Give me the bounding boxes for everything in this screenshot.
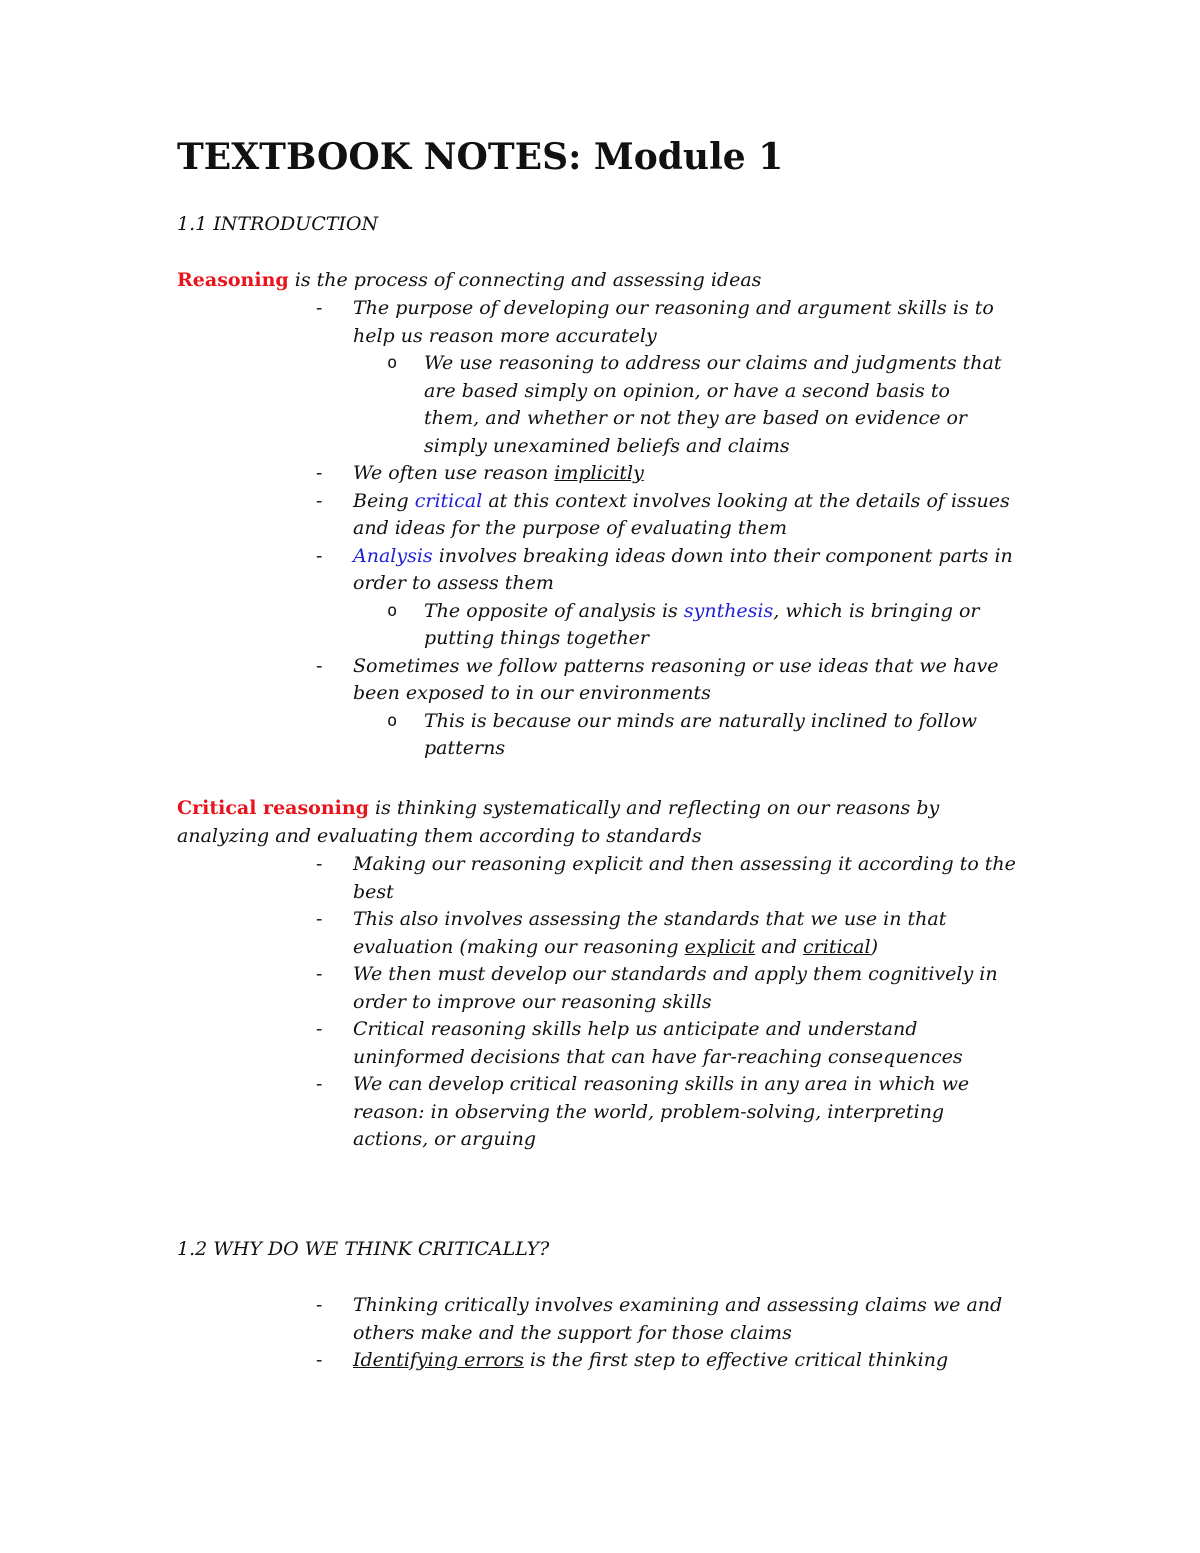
bullet-text: , which is bringing or putting things together	[424, 599, 980, 649]
bullet-text: We often use reason	[353, 462, 555, 484]
dash-marker: -	[316, 544, 323, 567]
bullet-text: Sometimes we follow patterns reasoning or use ideas that we have been exposed to in our environments	[353, 654, 999, 704]
dash-marker: -	[316, 654, 323, 677]
dash-marker: -	[316, 908, 323, 930]
term-critical-reasoning: Critical reasoning	[177, 797, 369, 819]
dash-marker: -	[316, 297, 323, 319]
dash-marker: -	[316, 853, 323, 875]
underlined-term: implicitly	[554, 462, 644, 484]
underlined-term: critical	[803, 935, 871, 958]
list-item	[0, 488, 1018, 543]
dash-marker: -	[316, 963, 323, 985]
sub-list	[353, 708, 1018, 763]
dash-marker: -	[316, 1349, 323, 1371]
term-synthesis: synthesis	[683, 599, 774, 622]
bullet-text: We can develop critical reasoning skills in any area in which we reason: in observing the world, problem-solving, interpreting actions, or arguing	[353, 1073, 970, 1150]
sub-list	[353, 598, 1018, 653]
term-reasoning: Reasoning	[177, 269, 289, 291]
list-item	[0, 906, 1018, 961]
bullet-text: This is because our minds are naturally inclined to follow patterns	[424, 709, 978, 759]
list-item	[0, 598, 1004, 653]
bullet-text: )	[870, 935, 878, 958]
dash-marker: -	[316, 1073, 323, 1095]
list-item	[0, 460, 1018, 488]
list-item	[0, 1016, 1018, 1071]
dash-marker: -	[316, 462, 323, 484]
bullet-text: is the first step to effective critical thinking	[523, 1349, 949, 1371]
bullet-text: This also involves assessing the standards that we use in that evaluation (making our reasoning	[353, 908, 947, 958]
bullet-text: Thinking critically involves examining and assessing claims we and others make and the support for those claims	[353, 1294, 1003, 1344]
bullet-marker: o	[387, 353, 398, 373]
bullet-text: and	[755, 935, 804, 958]
page-title: TEXTBOOK NOTES: Module 1	[177, 136, 784, 178]
bullet-text: The purpose of developing our reasoning and argument skills is to help us reason more accurately	[353, 297, 994, 347]
bullet-text: Being	[353, 489, 415, 512]
reasoning-bullets	[0, 295, 1050, 763]
sub-list	[353, 350, 1018, 460]
list-item	[0, 350, 1004, 460]
list-item	[0, 1071, 1018, 1154]
bullet-text: The opposite of analysis is	[424, 599, 684, 622]
dash-marker: -	[316, 489, 323, 512]
bullet-marker: o	[387, 600, 398, 621]
reasoning-definition	[177, 267, 1037, 295]
dash-marker: -	[316, 1018, 323, 1040]
term-analysis: Analysis	[353, 544, 433, 567]
list-item	[0, 653, 1018, 763]
bullet-text: We use reasoning to address our claims and judgments that are based simply on opinion, or have a second basis to them, and whether or not they are based on evidence or simply unexamined beliefs and claims	[424, 352, 1002, 457]
critical-reasoning-bullets	[0, 851, 1050, 1154]
section-heading-1-1: 1.1 INTRODUCTION	[177, 213, 379, 235]
reasoning-def-text: is the process of connecting and assessing ideas	[288, 269, 762, 291]
bullet-text: at this context involves looking at the details of issues and ideas for the purpose of evaluating them	[353, 489, 1010, 539]
list-item	[0, 961, 1018, 1016]
list-item	[0, 295, 1018, 460]
list-item	[0, 851, 1018, 906]
bullet-text: Making our reasoning explicit and then assessing it according to the best	[353, 853, 1016, 903]
critical-reasoning-definition	[177, 795, 1037, 850]
bullet-marker: o	[387, 710, 398, 731]
section-heading-1-2: 1.2 WHY DO WE THINK CRITICALLY?	[177, 1238, 550, 1260]
critical-def-text: is thinking systematically and reflecting on our reasons by analyzing and evaluating them according to standards	[177, 797, 940, 847]
term-critical: critical	[414, 489, 483, 512]
list-item	[0, 1292, 1018, 1347]
bullet-text: Critical reasoning skills help us anticipate and understand uninformed decisions that can have far-reaching consequences	[353, 1018, 963, 1068]
list-item	[0, 708, 1004, 763]
underlined-term: Identifying errors	[353, 1349, 524, 1371]
why-bullets	[0, 1292, 1050, 1375]
underlined-term: explicit	[684, 935, 756, 958]
list-item	[0, 1347, 1018, 1375]
list-item	[0, 543, 1018, 653]
dash-marker: -	[316, 1294, 323, 1316]
bullet-text: We then must develop our standards and apply them cognitively in order to improve our reasoning skills	[353, 963, 998, 1013]
bullet-text: involves breaking ideas down into their component parts in order to assess them	[353, 544, 1013, 594]
